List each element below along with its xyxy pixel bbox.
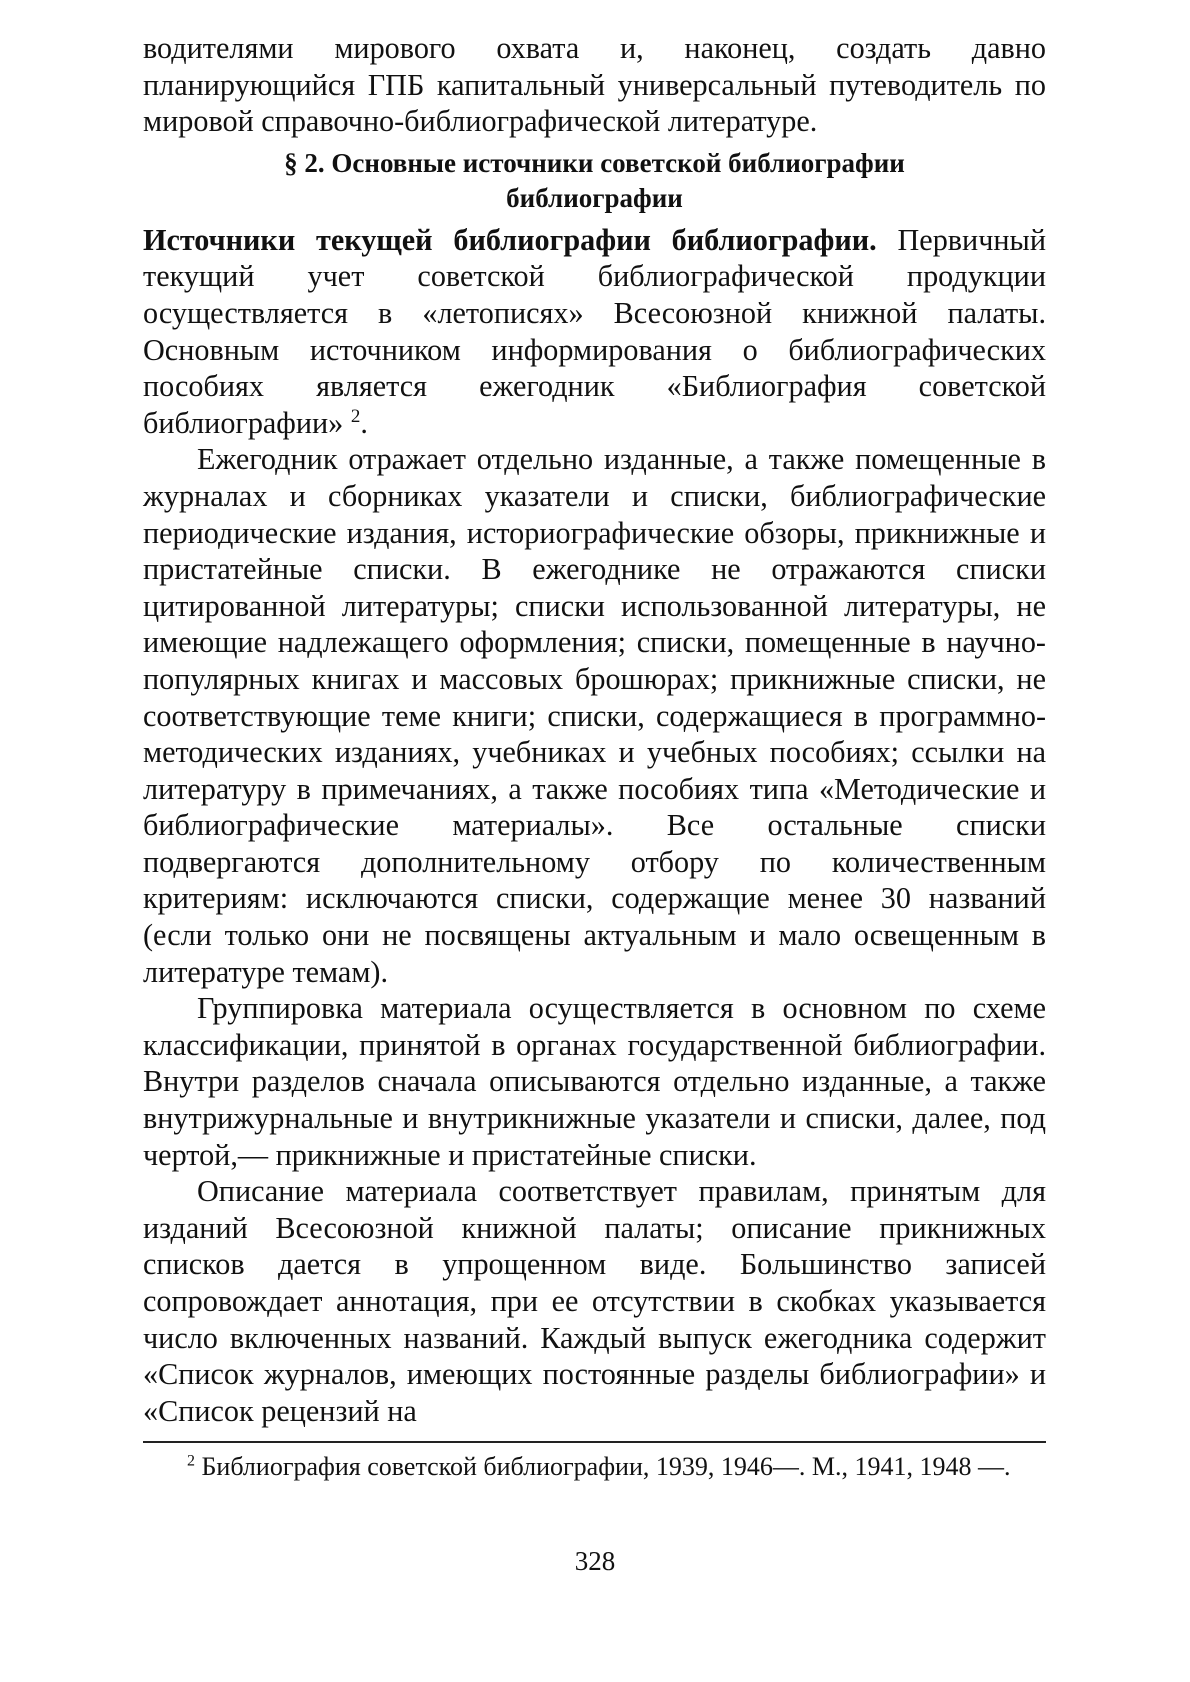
sources-paragraph-text: Первичный текущий учет советской библиографической продукции осуществляется в «летописях» Всесоюзной книжной палаты. Основным источником информирования о библиографических пособиях является ежегодник «Библиография советской библиографии»: [143, 222, 1046, 440]
section-heading: [143, 146, 1046, 216]
grouping-paragraph: Группировка материала осуществляется в основном по схеме классификации, принятой в органах государственной библиографии. Внутри разделов сначала описываются отдельно изданные, а также внутрижурнальные и внутрикнижные указатели и списки, далее, под чертой,— прикнижные и пристатейные списки.: [143, 991, 1046, 1172]
section-heading-line-2: библиографии: [506, 182, 683, 213]
run-in-heading: Источники текущей библиографии библиографии.: [143, 222, 877, 257]
footnote-mark: 2: [187, 1452, 195, 1470]
yearbook-paragraph: Ежегодник отражает отдельно изданные, а также помещенные в журналах и сборниках указатели и списки, библиографические периодические издания, историографические обзоры, прикнижные и пристатейные списки. В ежегоднике не отражаются списки цитированной литературы; списки использованной литературы, не имеющие надлежащего оформления; списки, помещенные в научно-популярных книгах и массовых брошюрах; прикнижные списки, не соответствующие теме книги; списки, содержащиеся в программно-методических изданиях, учебниках и учебных пособиях; ссылки на литературу в примечаниях, а также пособиях типа «Методические и библиографические материалы». Все остальные списки подвергаются дополнительному отбору по количественным критериям: исключаются списки, содержащие менее 30 названий (если только они не посвящены актуальным и мало освещенным в литературе темам).: [143, 442, 1046, 989]
footnote-text: Библиография советской библиографии, 1939, 1946—. М., 1941, 1948 —.: [195, 1452, 1011, 1482]
footnote-divider: [143, 1441, 1046, 1443]
section-heading-line-1: § 2. Основные источники советской библиографии: [284, 147, 905, 178]
sources-paragraph-tail: .: [360, 405, 368, 440]
footnote-reference: 2: [350, 405, 361, 427]
page-body: [143, 30, 1046, 1483]
page-number: 328: [574, 1546, 616, 1576]
continued-paragraph: водителями мирового охвата и, наконец, создать давно планирующийся ГПБ капитальный универсальный путеводитель по мировой справочно-библиографической литературе.: [143, 31, 1046, 139]
footnote: [143, 1451, 1046, 1483]
sources-paragraph: [143, 222, 1046, 442]
description-paragraph: Описание материала соответствует правилам, принятым для изданий Всесоюзной книжной палаты; описание прикнижных списков дается в упрощенном виде. Большинство записей сопровождает аннотация, при ее отсутствии в скобках указывается число включенных названий. Каждый выпуск ежегодника содержит «Список журналов, имеющих постоянные разделы библиографии» и «Список рецензий на: [143, 1174, 1046, 1428]
